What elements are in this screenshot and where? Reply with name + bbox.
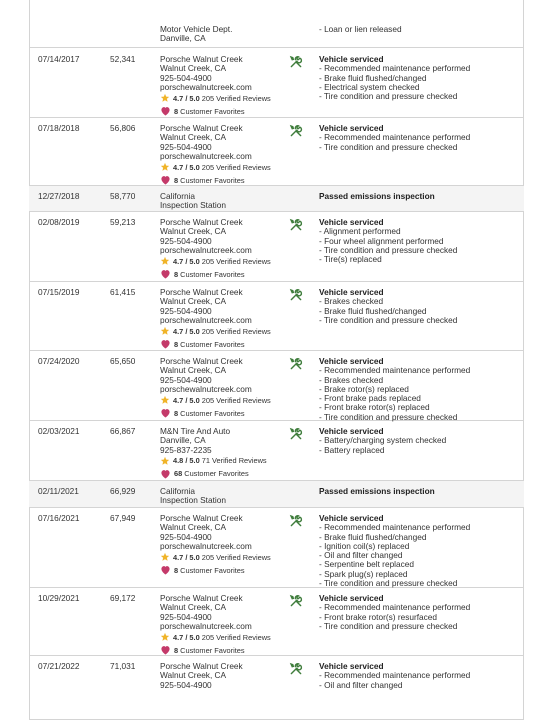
service-item: - Front brake pads replaced [319,393,421,404]
rating-score: 4.7 / 5.0 [173,93,200,103]
service-item: - Oil and filter changed [319,550,403,561]
table-row [29,212,524,282]
service-source [160,427,290,479]
table-row [29,656,524,720]
rating-score: 4.7 / 5.0 [173,162,200,172]
service-item: - Tire condition and pressure checked [319,620,458,631]
rating [160,552,290,562]
source-line: porschewalnutcreek.com [160,244,252,255]
source-line: 925-504-4900 [160,141,212,152]
service-item: - Alignment performed [319,226,401,237]
odometer-reading: 65,650 [110,356,136,366]
wrench-screwdriver-icon [289,594,303,608]
favorites-label: Customer Favorites [180,408,245,418]
service-date: 07/16/2021 [38,513,80,523]
service-details [319,288,524,325]
source-line: porschewalnutcreek.com [160,314,252,325]
heart-icon [160,565,171,575]
service-item: - Electrical system checked [319,81,420,92]
star-icon [160,552,170,562]
service-date: 07/14/2017 [38,54,80,64]
favorites-count: 8 [174,565,179,575]
table-row [29,508,524,588]
source-line: porschewalnutcreek.com [160,81,252,92]
heart-icon [160,106,171,116]
wrench-screwdriver-icon [289,124,303,138]
odometer-reading: 56,806 [110,123,136,133]
service-date: 07/18/2018 [38,123,80,133]
service-item: - Recommended maintenance performed [319,670,471,681]
service-item: - Oil and filter changed [319,679,403,690]
favorites-label: Customer Favorites [180,269,245,279]
service-title: Vehicle serviced [319,217,384,227]
customer-favorites [160,339,290,349]
service-item: - Front brake rotor(s) resurfaced [319,611,438,622]
service-item: - Tire(s) replaced [319,254,382,265]
favorites-label: Customer Favorites [184,469,249,479]
heart-icon [160,175,171,185]
source-line: porschewalnutcreek.com [160,620,252,631]
service-title: Vehicle serviced [319,54,384,64]
odometer-reading: 69,172 [110,593,136,603]
service-source [160,25,290,44]
source-line: Porsche Walnut Creek [160,287,243,297]
source-line: Walnut Creek, CA [160,63,227,74]
service-item: - Brake fluid flushed/changed [319,531,427,542]
odometer-reading: 67,949 [110,513,136,523]
service-source [160,124,290,185]
source-line: Porsche Walnut Creek [160,513,243,523]
favorites-label: Customer Favorites [180,645,245,655]
source-line: 925-504-4900 [160,679,212,690]
source-line: Walnut Creek, CA [160,522,227,533]
service-title: Vehicle serviced [319,287,384,297]
wrench-screwdriver-icon [289,288,303,302]
source-line: Danville, CA [160,435,206,446]
favorites-count: 68 [174,469,183,479]
service-item: - Tire condition and pressure checked [319,411,458,422]
source-line: Walnut Creek, CA [160,602,227,613]
favorites-count: 8 [174,339,179,349]
service-item: - Brake rotor(s) replaced [319,383,409,394]
source-line: Porsche Walnut Creek [160,356,243,366]
service-details [319,487,524,496]
source-line: Motor Vehicle Dept. [160,24,233,34]
favorites-count: 8 [174,269,179,279]
service-date: 07/15/2019 [38,287,80,297]
rating [160,395,290,405]
source-line: Walnut Creek, CA [160,365,227,376]
service-date: 02/11/2021 [38,486,79,496]
rating [160,326,290,336]
service-item: - Recommended maintenance performed [319,365,471,376]
heart-icon [160,645,171,655]
source-line: Walnut Creek, CA [160,226,227,237]
service-item: - Four wheel alignment performed [319,235,444,246]
rating-reviews[interactable]: 205 Verified Reviews [201,162,271,172]
service-details [319,124,524,152]
rating-score: 4.7 / 5.0 [173,256,200,266]
favorites-count: 8 [174,408,179,418]
source-line: Walnut Creek, CA [160,670,227,681]
service-item: - Spark plug(s) replaced [319,568,408,579]
service-date: 07/21/2022 [38,661,80,671]
table-row [29,118,524,186]
source-line: Inspection Station [160,495,226,506]
table-row [29,186,524,212]
customer-favorites [160,645,290,655]
service-item: - Tire condition and pressure checked [319,141,458,152]
service-item: - Tire condition and pressure checked [319,578,458,589]
service-date: 02/03/2021 [38,426,80,436]
star-icon [160,162,170,172]
service-item: - Brake fluid flushed/changed [319,72,427,83]
service-item: - Loan or lien released [319,24,402,34]
service-source [160,514,290,575]
source-line: Porsche Walnut Creek [160,217,243,227]
source-line: Inspection Station [160,200,226,211]
service-source [160,594,290,655]
favorites-label: Customer Favorites [180,106,245,116]
service-item: - Recommended maintenance performed [319,132,471,143]
rating-reviews[interactable]: 205 Verified Reviews [201,395,271,405]
service-item: - Battery replaced [319,444,385,455]
service-date: 12/27/2018 [38,191,80,201]
odometer-reading: 58,770 [110,191,136,201]
service-title: Passed emissions inspection [319,486,435,496]
rating [160,93,290,103]
service-item: - Tire condition and pressure checked [319,91,458,102]
service-source [160,288,290,349]
rating-reviews[interactable]: 205 Verified Reviews [201,326,271,336]
service-details [319,55,524,101]
service-item: - Brakes checked [319,296,384,307]
source-line: 925-504-4900 [160,374,212,385]
service-title: Vehicle serviced [319,356,384,366]
source-line: Porsche Walnut Creek [160,661,243,671]
source-line: 925-504-4900 [160,72,212,83]
source-line: 925-504-4900 [160,531,212,542]
source-line: porschewalnutcreek.com [160,540,252,551]
service-item: - Brake fluid flushed/changed [319,305,427,316]
source-line: 925-504-4900 [160,611,212,622]
source-line: porschewalnutcreek.com [160,383,252,394]
source-line: Walnut Creek, CA [160,296,227,307]
service-details [319,514,524,588]
table-row [29,421,524,481]
table-row [29,481,524,508]
rating-score: 4.7 / 5.0 [173,552,200,562]
service-item: - Recommended maintenance performed [319,63,471,74]
rating [160,632,290,642]
service-details [319,357,524,422]
service-source [160,55,290,116]
heart-icon [160,469,171,479]
service-source [160,192,290,211]
favorites-label: Customer Favorites [180,565,245,575]
source-line: Danville, CA [160,33,206,44]
star-icon [160,326,170,336]
favorites-label: Customer Favorites [180,339,245,349]
service-item: - Battery/charging system checked [319,435,447,446]
source-line: M&N Tire And Auto [160,426,231,436]
customer-favorites [160,565,290,575]
table-row [29,0,524,48]
service-item: - Front brake rotor(s) replaced [319,402,430,413]
source-line: 925-504-4900 [160,305,212,316]
star-icon [160,256,170,266]
wrench-screwdriver-icon [289,427,303,441]
source-line: California [160,486,196,496]
heart-icon [160,339,171,349]
rating-score: 4.7 / 5.0 [173,326,200,336]
customer-favorites [160,469,290,479]
favorites-count: 8 [174,106,179,116]
odometer-reading: 71,031 [110,661,136,671]
rating [160,256,290,266]
source-line: Walnut Creek, CA [160,132,227,143]
service-item: - Tire condition and pressure checked [319,314,458,325]
odometer-reading: 66,929 [110,486,136,496]
odometer-reading: 59,213 [110,217,136,227]
service-source [160,487,290,506]
favorites-label: Customer Favorites [180,175,245,185]
customer-favorites [160,175,290,185]
service-title: Vehicle serviced [319,123,384,133]
service-item: - Serpentine belt replaced [319,559,415,570]
star-icon [160,632,170,642]
service-date: 10/29/2021 [38,593,80,603]
service-details [319,594,524,631]
service-title: Vehicle serviced [319,593,384,603]
rating-reviews[interactable]: 71 Verified Reviews [201,456,267,466]
table-row [29,282,524,351]
table-row [29,49,524,118]
rating [160,162,290,172]
source-line: 925-504-4900 [160,235,212,246]
odometer-reading: 66,867 [110,426,136,436]
rating [160,456,290,466]
source-line: Porsche Walnut Creek [160,593,243,603]
odometer-reading: 61,415 [110,287,136,297]
service-source [160,218,290,279]
star-icon [160,93,170,103]
service-item: - Recommended maintenance performed [319,522,471,533]
service-details [319,662,524,690]
rating-reviews[interactable]: 205 Verified Reviews [201,552,271,562]
service-title: Passed emissions inspection [319,191,435,201]
wrench-screwdriver-icon [289,662,303,676]
customer-favorites [160,269,290,279]
rating-score: 4.7 / 5.0 [173,395,200,405]
service-details [319,25,524,34]
rating-score: 4.8 / 5.0 [173,456,200,466]
service-source [160,357,290,418]
source-line: porschewalnutcreek.com [160,150,252,161]
rating-score: 4.7 / 5.0 [173,632,200,642]
service-details [319,427,524,455]
wrench-screwdriver-icon [289,357,303,371]
wrench-screwdriver-icon [289,218,303,232]
favorites-count: 8 [174,175,179,185]
service-details [319,218,524,264]
star-icon [160,456,170,466]
service-item: - Brakes checked [319,374,384,385]
favorites-count: 8 [174,645,179,655]
service-item: - Tire condition and pressure checked [319,244,458,255]
rating-reviews[interactable]: 205 Verified Reviews [201,632,271,642]
heart-icon [160,269,171,279]
wrench-screwdriver-icon [289,514,303,528]
odometer-reading: 52,341 [110,54,136,64]
service-item: - Recommended maintenance performed [319,602,471,613]
wrench-screwdriver-icon [289,55,303,69]
customer-favorites [160,106,290,116]
table-row [29,351,524,421]
heart-icon [160,408,171,418]
source-line: 925-837-2235 [160,444,212,455]
service-date: 07/24/2020 [38,356,80,366]
service-details [319,192,524,201]
service-date: 02/08/2019 [38,217,80,227]
source-line: Porsche Walnut Creek [160,123,243,133]
source-line: California [160,191,196,201]
service-item: - Ignition coil(s) replaced [319,540,410,551]
table-row [29,588,524,656]
service-title: Vehicle serviced [319,426,384,436]
rating-reviews[interactable]: 205 Verified Reviews [201,93,271,103]
service-title: Vehicle serviced [319,513,384,523]
service-title: Vehicle serviced [319,661,384,671]
source-line: Porsche Walnut Creek [160,54,243,64]
service-source [160,662,290,690]
star-icon [160,395,170,405]
customer-favorites [160,408,290,418]
rating-reviews[interactable]: 205 Verified Reviews [201,256,271,266]
